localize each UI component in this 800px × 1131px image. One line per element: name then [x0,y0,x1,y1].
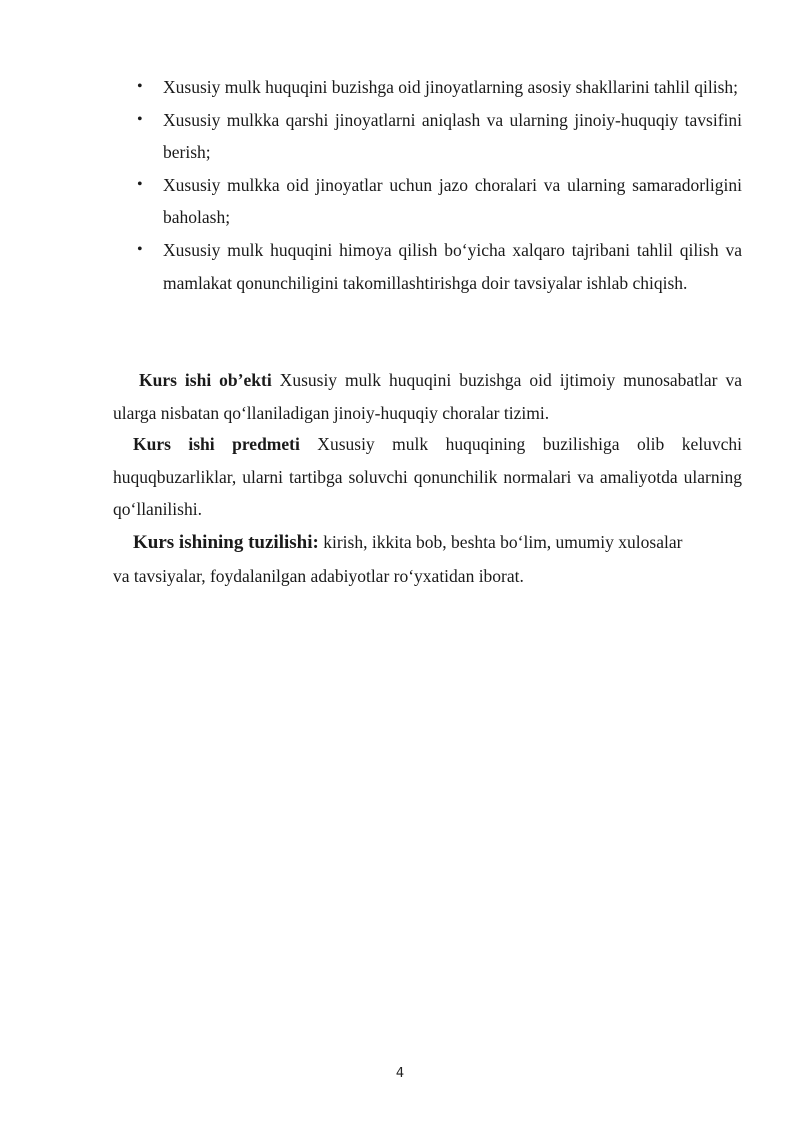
list-item: • Xususiy mulk huquqini buzishga oid jinoyatlarning asosiy shakllarini tahlil qilish; [163,71,742,104]
structure-label: Kurs ishining tuzilishi: [133,532,319,553]
object-paragraph [113,364,742,429]
structure-text-line1: kirish, ikkita bob, beshta bo‘lim, umumiy xulosalar [318,532,683,552]
structure-paragraph [113,526,742,592]
list-item: • Xususiy mulk huquqini himoya qilish bo‘yicha xalqaro tajribani tahlil qilish va mamlakat qonunchiligini takomillashtirishga doir tavsiyalar ishlab chiqish. [163,234,742,299]
objectives-list [0,71,800,299]
list-item: • Xususiy mulkka oid jinoyatlar uchun jazo choralari va ularning samaradorligini baholash; [163,169,742,234]
page-number: 4 [395,1066,405,1081]
subject-label: Kurs ishi predmeti [133,434,300,454]
list-item: • Xususiy mulkka qarshi jinoyatlarni aniqlash va ularning jinoiy-huquqiy tavsifini berish; [163,104,742,169]
subject-text: Xususiy mulk huquqining buzilishiga olib keluvchi huquqbuzarliklar, ularni tartibga soluvchi qonunchilik normalari va amaliyotda ularning qo‘llanilishi. [113,434,742,520]
object-label: Kurs ishi ob’ekti [139,370,272,390]
subject-paragraph [113,428,742,526]
structure-text-line2: va tavsiyalar, foydalanilgan adabiyotlar ro‘yxatidan iborat. [113,565,524,586]
object-text: Xususiy mulk huquqini buzishga oid ijtimoiy munosabatlar va ularga nisbatan qo‘llaniladigan jinoiy-huquqiy choralar tizimi. [113,370,742,423]
